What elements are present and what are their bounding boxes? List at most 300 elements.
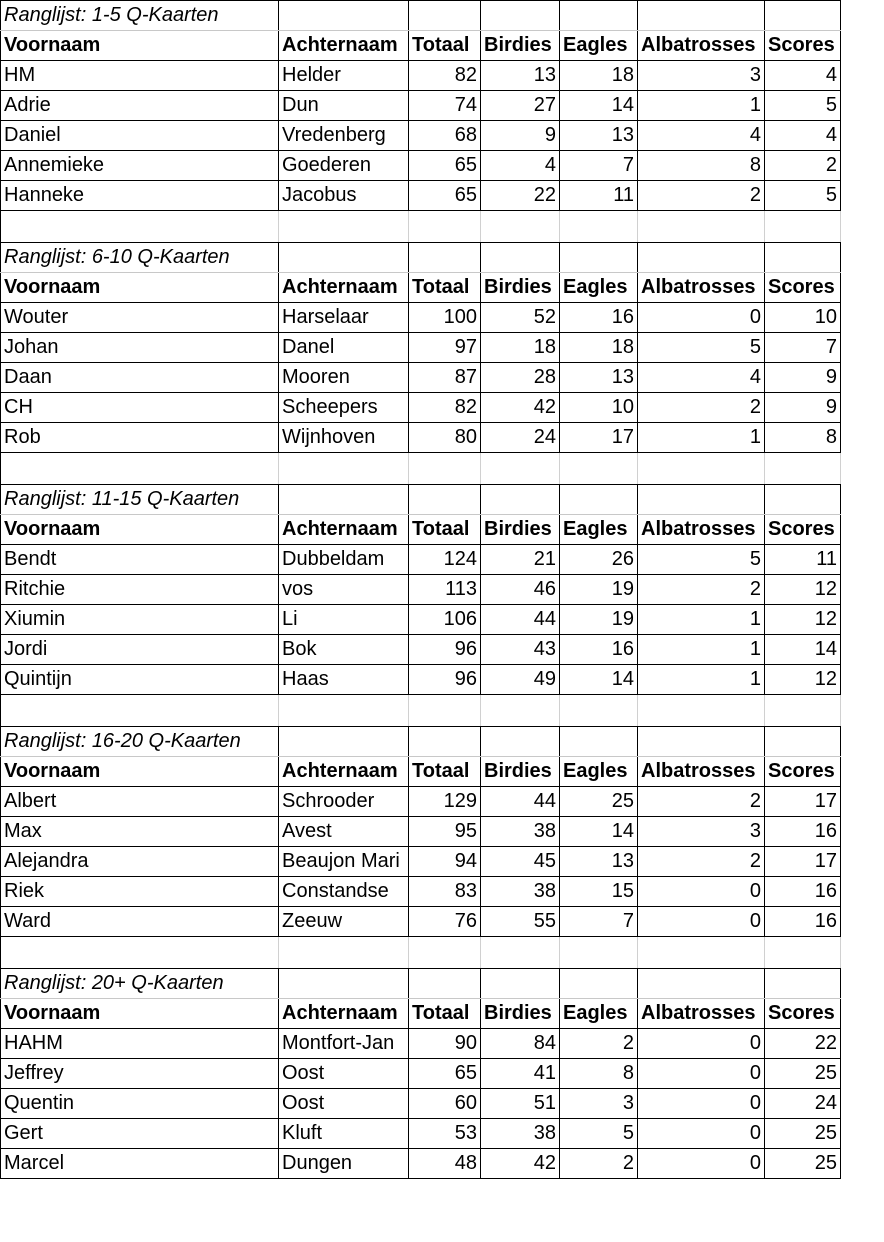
cell-first-name[interactable]: Ward <box>1 907 279 937</box>
cell-first-name[interactable]: Marcel <box>1 1149 279 1179</box>
cell-eagles[interactable]: 14 <box>560 665 638 695</box>
section-title[interactable]: Ranglijst: 11-15 Q-Kaarten <box>1 485 279 515</box>
cell-albatrosses[interactable]: 1 <box>638 635 765 665</box>
cell-last-name[interactable]: Dun <box>279 91 409 121</box>
cell-scores[interactable]: 4 <box>765 61 841 91</box>
cell-first-name[interactable]: HAHM <box>1 1029 279 1059</box>
cell-birdies[interactable]: 18 <box>481 333 560 363</box>
empty-cell[interactable] <box>765 243 841 273</box>
cell-last-name[interactable]: Vredenberg <box>279 121 409 151</box>
cell-eagles[interactable]: 25 <box>560 787 638 817</box>
cell-albatrosses[interactable]: 0 <box>638 1029 765 1059</box>
cell-first-name[interactable]: Alejandra <box>1 847 279 877</box>
empty-cell[interactable] <box>638 969 765 999</box>
cell-total[interactable]: 87 <box>409 363 481 393</box>
cell-total[interactable]: 96 <box>409 635 481 665</box>
gridline <box>764 453 765 484</box>
cell-eagles[interactable]: 16 <box>560 635 638 665</box>
table-row <box>1 635 841 665</box>
cell-eagles[interactable]: 19 <box>560 575 638 605</box>
column-header-first-name[interactable]: Voornaam <box>1 515 279 545</box>
cell-first-name[interactable]: Daniel <box>1 121 279 151</box>
cell-last-name[interactable]: Harselaar <box>279 303 409 333</box>
cell-eagles[interactable]: 17 <box>560 423 638 453</box>
column-header-last-name[interactable]: Achternaam <box>279 273 409 303</box>
cell-last-name[interactable]: Mooren <box>279 363 409 393</box>
column-header-total[interactable]: Totaal <box>409 273 481 303</box>
cell-birdies[interactable]: 28 <box>481 363 560 393</box>
gridline <box>559 695 560 726</box>
cell-birdies[interactable]: 4 <box>481 151 560 181</box>
column-header-last-name[interactable]: Achternaam <box>279 31 409 61</box>
gridline <box>637 453 638 484</box>
cell-scores[interactable]: 5 <box>765 91 841 121</box>
cell-first-name[interactable]: Hanneke <box>1 181 279 211</box>
cell-scores[interactable]: 17 <box>765 847 841 877</box>
cell-total[interactable]: 94 <box>409 847 481 877</box>
empty-cell[interactable] <box>765 485 841 515</box>
column-header-birdies[interactable]: Birdies <box>481 757 560 787</box>
cell-total[interactable]: 129 <box>409 787 481 817</box>
cell-first-name[interactable]: Quentin <box>1 1089 279 1119</box>
cell-first-name[interactable]: Riek <box>1 877 279 907</box>
gridline <box>408 695 409 726</box>
gridline <box>637 695 638 726</box>
cell-total[interactable]: 113 <box>409 575 481 605</box>
cell-albatrosses[interactable]: 1 <box>638 605 765 635</box>
empty-cell[interactable] <box>279 485 409 515</box>
gridline <box>278 937 279 968</box>
ranking-section <box>0 242 841 453</box>
column-header-birdies[interactable]: Birdies <box>481 515 560 545</box>
cell-scores[interactable]: 10 <box>765 303 841 333</box>
cell-birdies[interactable]: 46 <box>481 575 560 605</box>
gridline <box>840 695 841 726</box>
cell-first-name[interactable]: Daan <box>1 363 279 393</box>
cell-albatrosses[interactable]: 4 <box>638 121 765 151</box>
cell-last-name[interactable]: Haas <box>279 665 409 695</box>
cell-eagles[interactable]: 15 <box>560 877 638 907</box>
cell-first-name[interactable]: Albert <box>1 787 279 817</box>
column-header-albatrosses[interactable]: Albatrosses <box>638 31 765 61</box>
column-header-total[interactable]: Totaal <box>409 999 481 1029</box>
empty-cell[interactable] <box>409 727 481 757</box>
gridline <box>408 211 409 242</box>
cell-scores[interactable]: 2 <box>765 151 841 181</box>
cell-last-name[interactable]: Kluft <box>279 1119 409 1149</box>
column-header-eagles[interactable]: Eagles <box>560 273 638 303</box>
cell-scores[interactable]: 25 <box>765 1119 841 1149</box>
empty-cell[interactable] <box>481 243 560 273</box>
gridline <box>278 211 279 242</box>
gridline <box>278 453 279 484</box>
column-header-total[interactable]: Totaal <box>409 757 481 787</box>
gridline <box>637 211 638 242</box>
cell-birdies[interactable]: 38 <box>481 877 560 907</box>
column-header-birdies[interactable]: Birdies <box>481 31 560 61</box>
cell-first-name[interactable]: Max <box>1 817 279 847</box>
gridline <box>408 453 409 484</box>
cell-eagles[interactable]: 18 <box>560 61 638 91</box>
empty-cell[interactable] <box>638 1 765 31</box>
cell-eagles[interactable]: 7 <box>560 151 638 181</box>
cell-total[interactable]: 106 <box>409 605 481 635</box>
cell-scores[interactable]: 4 <box>765 121 841 151</box>
cell-birdies[interactable]: 55 <box>481 907 560 937</box>
cell-eagles[interactable]: 13 <box>560 121 638 151</box>
empty-cell[interactable] <box>409 1 481 31</box>
cell-eagles[interactable]: 8 <box>560 1059 638 1089</box>
column-header-first-name[interactable]: Voornaam <box>1 273 279 303</box>
column-header-albatrosses[interactable]: Albatrosses <box>638 999 765 1029</box>
section-title[interactable]: Ranglijst: 1-5 Q-Kaarten <box>1 1 279 31</box>
cell-scores[interactable]: 25 <box>765 1149 841 1179</box>
cell-last-name[interactable]: Wijnhoven <box>279 423 409 453</box>
cell-first-name[interactable]: Jeffrey <box>1 1059 279 1089</box>
empty-cell[interactable] <box>560 969 638 999</box>
cell-albatrosses[interactable]: 2 <box>638 181 765 211</box>
empty-cell[interactable] <box>765 727 841 757</box>
ranking-table <box>0 0 841 211</box>
cell-total[interactable]: 65 <box>409 1059 481 1089</box>
table-row <box>1 393 841 423</box>
column-header-eagles[interactable]: Eagles <box>560 757 638 787</box>
column-header-row <box>1 31 841 61</box>
cell-eagles[interactable]: 10 <box>560 393 638 423</box>
cell-albatrosses[interactable]: 0 <box>638 1119 765 1149</box>
cell-total[interactable]: 95 <box>409 817 481 847</box>
cell-scores[interactable]: 11 <box>765 545 841 575</box>
cell-eagles[interactable]: 26 <box>560 545 638 575</box>
cell-total[interactable]: 74 <box>409 91 481 121</box>
table-row <box>1 575 841 605</box>
column-header-first-name[interactable]: Voornaam <box>1 999 279 1029</box>
cell-albatrosses[interactable]: 0 <box>638 1089 765 1119</box>
ranking-table <box>0 242 841 453</box>
ranking-section <box>0 0 841 211</box>
section-title-row <box>1 243 841 273</box>
cell-total[interactable]: 76 <box>409 907 481 937</box>
cell-total[interactable]: 124 <box>409 545 481 575</box>
column-header-albatrosses[interactable]: Albatrosses <box>638 515 765 545</box>
cell-albatrosses[interactable]: 2 <box>638 575 765 605</box>
cell-birdies[interactable]: 41 <box>481 1059 560 1089</box>
cell-birdies[interactable]: 51 <box>481 1089 560 1119</box>
cell-last-name[interactable]: Zeeuw <box>279 907 409 937</box>
cell-total[interactable]: 83 <box>409 877 481 907</box>
cell-birdies[interactable]: 9 <box>481 121 560 151</box>
empty-cell[interactable] <box>638 485 765 515</box>
column-header-albatrosses[interactable]: Albatrosses <box>638 273 765 303</box>
cell-albatrosses[interactable]: 5 <box>638 545 765 575</box>
empty-cell[interactable] <box>560 1 638 31</box>
table-row <box>1 877 841 907</box>
table-row <box>1 847 841 877</box>
empty-cell[interactable] <box>279 727 409 757</box>
column-header-row <box>1 273 841 303</box>
cell-albatrosses[interactable]: 4 <box>638 363 765 393</box>
cell-eagles[interactable]: 11 <box>560 181 638 211</box>
cell-scores[interactable]: 16 <box>765 877 841 907</box>
column-header-birdies[interactable]: Birdies <box>481 999 560 1029</box>
table-row <box>1 1029 841 1059</box>
column-header-last-name[interactable]: Achternaam <box>279 999 409 1029</box>
cell-birdies[interactable]: 27 <box>481 91 560 121</box>
empty-cell[interactable] <box>279 1 409 31</box>
cell-last-name[interactable]: Oost <box>279 1059 409 1089</box>
cell-last-name[interactable]: Helder <box>279 61 409 91</box>
empty-cell[interactable] <box>560 727 638 757</box>
cell-birdies[interactable]: 38 <box>481 817 560 847</box>
cell-scores[interactable]: 24 <box>765 1089 841 1119</box>
cell-eagles[interactable]: 7 <box>560 907 638 937</box>
ranking-table <box>0 726 841 937</box>
column-header-last-name[interactable]: Achternaam <box>279 757 409 787</box>
cell-last-name[interactable]: Goederen <box>279 151 409 181</box>
empty-cell[interactable] <box>638 243 765 273</box>
column-header-row <box>1 757 841 787</box>
empty-cell[interactable] <box>765 1 841 31</box>
cell-albatrosses[interactable]: 5 <box>638 333 765 363</box>
cell-scores[interactable]: 12 <box>765 665 841 695</box>
cell-total[interactable]: 68 <box>409 121 481 151</box>
cell-albatrosses[interactable]: 0 <box>638 303 765 333</box>
ranking-section <box>0 726 841 937</box>
gridline <box>764 211 765 242</box>
cell-scores[interactable]: 9 <box>765 363 841 393</box>
table-row <box>1 333 841 363</box>
cell-albatrosses[interactable]: 3 <box>638 817 765 847</box>
gridline <box>840 937 841 968</box>
cell-birdies[interactable]: 24 <box>481 423 560 453</box>
cell-last-name[interactable]: Oost <box>279 1089 409 1119</box>
column-header-scores[interactable]: Scores <box>765 999 841 1029</box>
cell-first-name[interactable]: CH <box>1 393 279 423</box>
cell-eagles[interactable]: 2 <box>560 1029 638 1059</box>
column-header-eagles[interactable]: Eagles <box>560 515 638 545</box>
cell-albatrosses[interactable]: 0 <box>638 1059 765 1089</box>
ranking-section <box>0 484 841 695</box>
empty-cell[interactable] <box>481 727 560 757</box>
cell-scores[interactable]: 14 <box>765 635 841 665</box>
cell-eagles[interactable]: 16 <box>560 303 638 333</box>
empty-cell[interactable] <box>409 485 481 515</box>
cell-last-name[interactable]: Bok <box>279 635 409 665</box>
table-row <box>1 61 841 91</box>
cell-first-name[interactable]: Annemieke <box>1 151 279 181</box>
section-title[interactable]: Ranglijst: 20+ Q-Kaarten <box>1 969 279 999</box>
cell-total[interactable]: 48 <box>409 1149 481 1179</box>
cell-total[interactable]: 65 <box>409 181 481 211</box>
cell-eagles[interactable]: 18 <box>560 333 638 363</box>
cell-total[interactable]: 100 <box>409 303 481 333</box>
cell-first-name[interactable]: Jordi <box>1 635 279 665</box>
cell-scores[interactable]: 12 <box>765 605 841 635</box>
cell-eagles[interactable]: 13 <box>560 847 638 877</box>
column-header-eagles[interactable]: Eagles <box>560 999 638 1029</box>
column-header-first-name[interactable]: Voornaam <box>1 31 279 61</box>
cell-scores[interactable]: 16 <box>765 907 841 937</box>
cell-last-name[interactable]: Constandse <box>279 877 409 907</box>
empty-cell[interactable] <box>765 969 841 999</box>
cell-birdies[interactable]: 42 <box>481 1149 560 1179</box>
gridline <box>480 453 481 484</box>
column-header-total[interactable]: Totaal <box>409 31 481 61</box>
cell-total[interactable]: 80 <box>409 423 481 453</box>
column-header-scores[interactable]: Scores <box>765 273 841 303</box>
gridline <box>480 211 481 242</box>
cell-albatrosses[interactable]: 1 <box>638 423 765 453</box>
cell-birdies[interactable]: 42 <box>481 393 560 423</box>
cell-first-name[interactable]: Wouter <box>1 303 279 333</box>
cell-last-name[interactable]: Schrooder <box>279 787 409 817</box>
section-title-row <box>1 727 841 757</box>
cell-first-name[interactable]: Xiumin <box>1 605 279 635</box>
cell-total[interactable]: 53 <box>409 1119 481 1149</box>
cell-scores[interactable]: 16 <box>765 817 841 847</box>
cell-birdies[interactable]: 13 <box>481 61 560 91</box>
cell-birdies[interactable]: 22 <box>481 181 560 211</box>
table-row <box>1 121 841 151</box>
cell-scores[interactable]: 5 <box>765 181 841 211</box>
cell-albatrosses[interactable]: 0 <box>638 877 765 907</box>
empty-cell[interactable] <box>279 243 409 273</box>
gridline <box>559 937 560 968</box>
cell-birdies[interactable]: 38 <box>481 1119 560 1149</box>
cell-total[interactable]: 65 <box>409 151 481 181</box>
empty-cell[interactable] <box>409 969 481 999</box>
cell-birdies[interactable]: 49 <box>481 665 560 695</box>
cell-eagles[interactable]: 19 <box>560 605 638 635</box>
column-header-scores[interactable]: Scores <box>765 31 841 61</box>
table-row <box>1 665 841 695</box>
cell-first-name[interactable]: Bendt <box>1 545 279 575</box>
cell-last-name[interactable]: Montfort-Jan <box>279 1029 409 1059</box>
cell-birdies[interactable]: 44 <box>481 787 560 817</box>
cell-total[interactable]: 90 <box>409 1029 481 1059</box>
cell-birdies[interactable]: 45 <box>481 847 560 877</box>
cell-albatrosses[interactable]: 0 <box>638 1149 765 1179</box>
empty-spacer-row <box>0 695 840 726</box>
cell-scores[interactable]: 9 <box>765 393 841 423</box>
empty-spacer-row <box>0 937 840 968</box>
column-header-last-name[interactable]: Achternaam <box>279 515 409 545</box>
column-header-scores[interactable]: Scores <box>765 757 841 787</box>
section-title[interactable]: Ranglijst: 6-10 Q-Kaarten <box>1 243 279 273</box>
empty-spacer-row <box>0 211 840 242</box>
cell-last-name[interactable]: Avest <box>279 817 409 847</box>
cell-total[interactable]: 96 <box>409 665 481 695</box>
column-header-birdies[interactable]: Birdies <box>481 273 560 303</box>
column-header-row <box>1 999 841 1029</box>
cell-scores[interactable]: 12 <box>765 575 841 605</box>
cell-birdies[interactable]: 21 <box>481 545 560 575</box>
cell-first-name[interactable]: Rob <box>1 423 279 453</box>
cell-birdies[interactable]: 44 <box>481 605 560 635</box>
cell-scores[interactable]: 22 <box>765 1029 841 1059</box>
gridline <box>840 211 841 242</box>
column-header-total[interactable]: Totaal <box>409 515 481 545</box>
cell-scores[interactable]: 8 <box>765 423 841 453</box>
cell-eagles[interactable]: 3 <box>560 1089 638 1119</box>
column-header-row <box>1 515 841 545</box>
cell-eagles[interactable]: 5 <box>560 1119 638 1149</box>
gridline <box>764 937 765 968</box>
column-header-scores[interactable]: Scores <box>765 515 841 545</box>
cell-last-name[interactable]: Danel <box>279 333 409 363</box>
cell-eagles[interactable]: 14 <box>560 817 638 847</box>
empty-cell[interactable] <box>279 969 409 999</box>
empty-cell[interactable] <box>481 969 560 999</box>
cell-eagles[interactable]: 13 <box>560 363 638 393</box>
cell-total[interactable]: 82 <box>409 393 481 423</box>
section-title[interactable]: Ranglijst: 16-20 Q-Kaarten <box>1 727 279 757</box>
cell-albatrosses[interactable]: 2 <box>638 787 765 817</box>
empty-cell[interactable] <box>560 243 638 273</box>
cell-total[interactable]: 82 <box>409 61 481 91</box>
cell-eagles[interactable]: 14 <box>560 91 638 121</box>
cell-albatrosses[interactable]: 1 <box>638 91 765 121</box>
cell-albatrosses[interactable]: 1 <box>638 665 765 695</box>
table-row <box>1 151 841 181</box>
cell-last-name[interactable]: vos <box>279 575 409 605</box>
cell-total[interactable]: 60 <box>409 1089 481 1119</box>
cell-scores[interactable]: 17 <box>765 787 841 817</box>
cell-first-name[interactable]: Adrie <box>1 91 279 121</box>
cell-scores[interactable]: 7 <box>765 333 841 363</box>
cell-first-name[interactable]: Gert <box>1 1119 279 1149</box>
table-row <box>1 545 841 575</box>
section-title-row <box>1 1 841 31</box>
ranking-table <box>0 968 841 1179</box>
column-header-eagles[interactable]: Eagles <box>560 31 638 61</box>
cell-first-name[interactable]: Johan <box>1 333 279 363</box>
empty-cell[interactable] <box>409 243 481 273</box>
empty-cell[interactable] <box>560 485 638 515</box>
cell-albatrosses[interactable]: 0 <box>638 907 765 937</box>
table-row <box>1 1059 841 1089</box>
empty-cell[interactable] <box>481 485 560 515</box>
cell-eagles[interactable]: 2 <box>560 1149 638 1179</box>
cell-scores[interactable]: 25 <box>765 1059 841 1089</box>
column-header-first-name[interactable]: Voornaam <box>1 757 279 787</box>
empty-spacer-row <box>0 453 840 484</box>
cell-last-name[interactable]: Li <box>279 605 409 635</box>
cell-last-name[interactable]: Jacobus <box>279 181 409 211</box>
table-row <box>1 605 841 635</box>
empty-cell[interactable] <box>481 1 560 31</box>
cell-albatrosses[interactable]: 8 <box>638 151 765 181</box>
cell-last-name[interactable]: Scheepers <box>279 393 409 423</box>
cell-first-name[interactable]: Quintijn <box>1 665 279 695</box>
column-header-albatrosses[interactable]: Albatrosses <box>638 757 765 787</box>
cell-birdies[interactable]: 52 <box>481 303 560 333</box>
cell-last-name[interactable]: Beaujon Mari <box>279 847 409 877</box>
cell-last-name[interactable]: Dungen <box>279 1149 409 1179</box>
cell-albatrosses[interactable]: 2 <box>638 847 765 877</box>
cell-total[interactable]: 97 <box>409 333 481 363</box>
cell-albatrosses[interactable]: 3 <box>638 61 765 91</box>
table-row <box>1 787 841 817</box>
empty-cell[interactable] <box>638 727 765 757</box>
cell-birdies[interactable]: 84 <box>481 1029 560 1059</box>
cell-last-name[interactable]: Dubbeldam <box>279 545 409 575</box>
cell-first-name[interactable]: HM <box>1 61 279 91</box>
cell-birdies[interactable]: 43 <box>481 635 560 665</box>
cell-albatrosses[interactable]: 2 <box>638 393 765 423</box>
gridline <box>480 695 481 726</box>
cell-first-name[interactable]: Ritchie <box>1 575 279 605</box>
